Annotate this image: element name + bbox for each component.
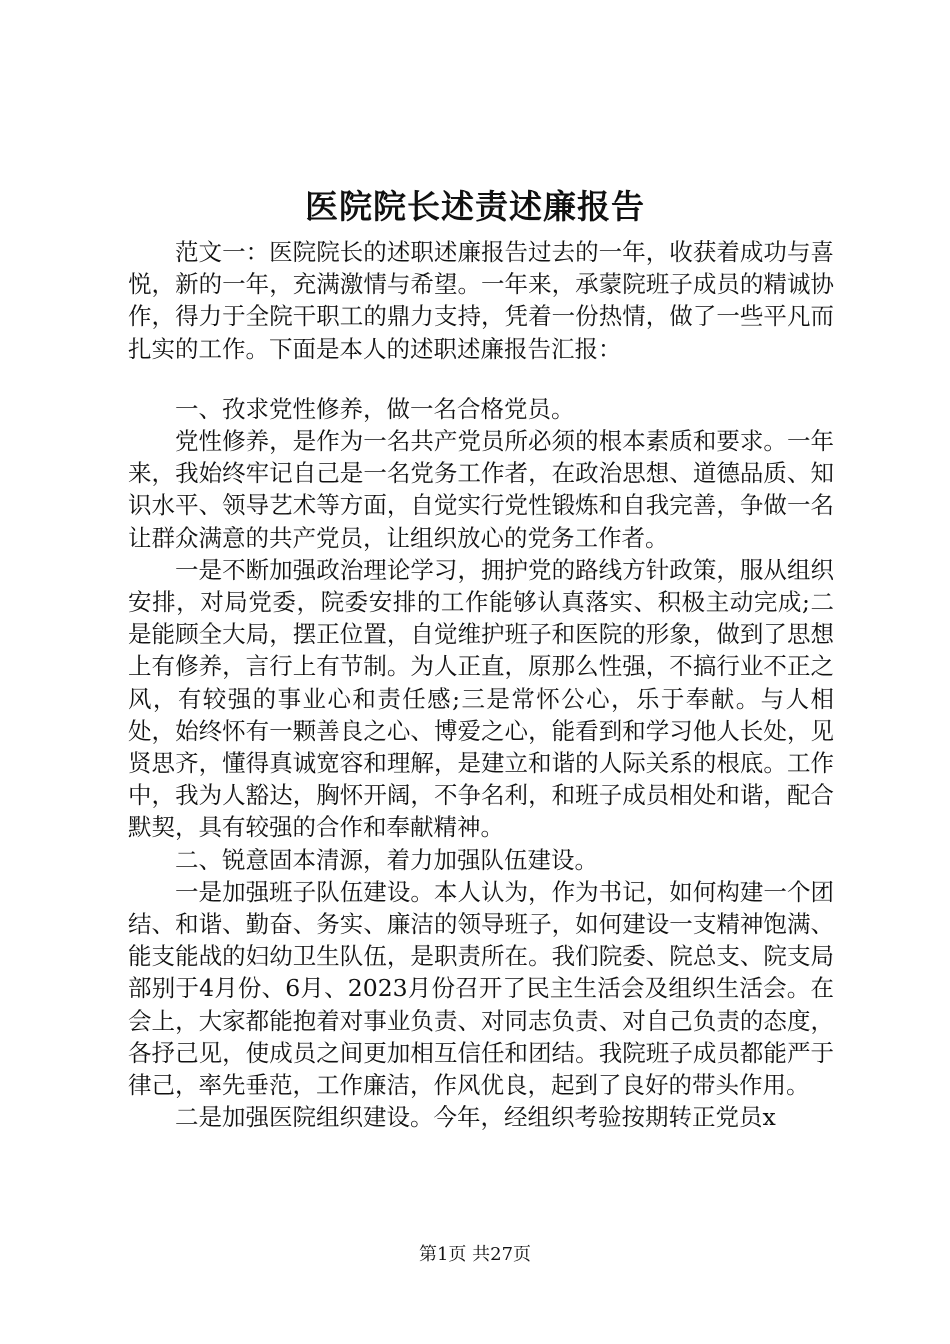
paragraph-intro: 范文一：医院院长的述职述廉报告过去的一年，收获着成功与喜悦，新的一年，充满激情与希望。一年来，承蒙院班子成员的精诚协作，得力于全院干职工的鼎力支持，凭着一份热情，做了一些平凡而扎实的工作。下面是本人的述职述廉报告汇报： [128,238,834,363]
document-body [128,236,834,1133]
paragraph: 一是不断加强政治理论学习，拥护党的路线方针政策，服从组织安排，对局党委，院委安排的工作能够认真落实、积极主动完成;二是能顾全大局，摆正位置，自觉维护班子和医院的形象，做到了思想上有修养，言行上有节制。为人正直，原那么性强，不搞行业不正之风，有较强的事业心和责任感;三是常怀公心，乐于奉献。与人相处，始终怀有一颗善良之心、博爱之心，能看到和学习他人长处，见贤思齐，懂得真诚宽容和理解，是建立和谐的人际关系的根底。工作中，我为人豁达，胸怀开阔，不争名利，和班子成员相处和谐，配合默契，具有较强的合作和奉献精神。 [128,555,834,842]
paragraph: 党性修养，是作为一名共产党员所必须的根本素质和要求。一年来，我始终牢记自己是一名党务工作者，在政治思想、道德品质、知识水平、领导艺术等方面，自觉实行党性锻炼和自我完善，争做一名让群众满意的共产党员，让组织放心的党务工作者。 [128,427,834,552]
paragraph: 一是加强班子队伍建设。本人认为，作为书记，如何构建一个团结、和谐、勤奋、务实、廉洁的领导班子，如何建设一支精神饱满、能支能战的妇幼卫生队伍，是职责所在。我们院委、院总支、院支局部别于4月份、6月、2023月份召开了民主生活会及组织生活会。在会上，大家都能抱着对事业负责、对同志负责、对自己负责的态度，各抒己见，使成员之间更加相互信任和团结。我院班子成员都能严于律己，率先垂范，工作廉洁，作风优良，起到了良好的带头作用。 [128,877,834,1100]
section-heading-1: 一、孜求党性修养，做一名合格党员。 [175,394,575,423]
paragraph: 二是加强医院组织建设。今年，经组织考验按期转正党员x [175,1103,776,1132]
paragraph-gap [128,365,834,393]
section-heading-2: 二、锐意固本清源，着力加强队伍建设。 [175,845,598,874]
page-footer: 第1页 共27页 [418,1244,532,1265]
document-title: 医院院长述责述廉报告 [305,187,645,226]
